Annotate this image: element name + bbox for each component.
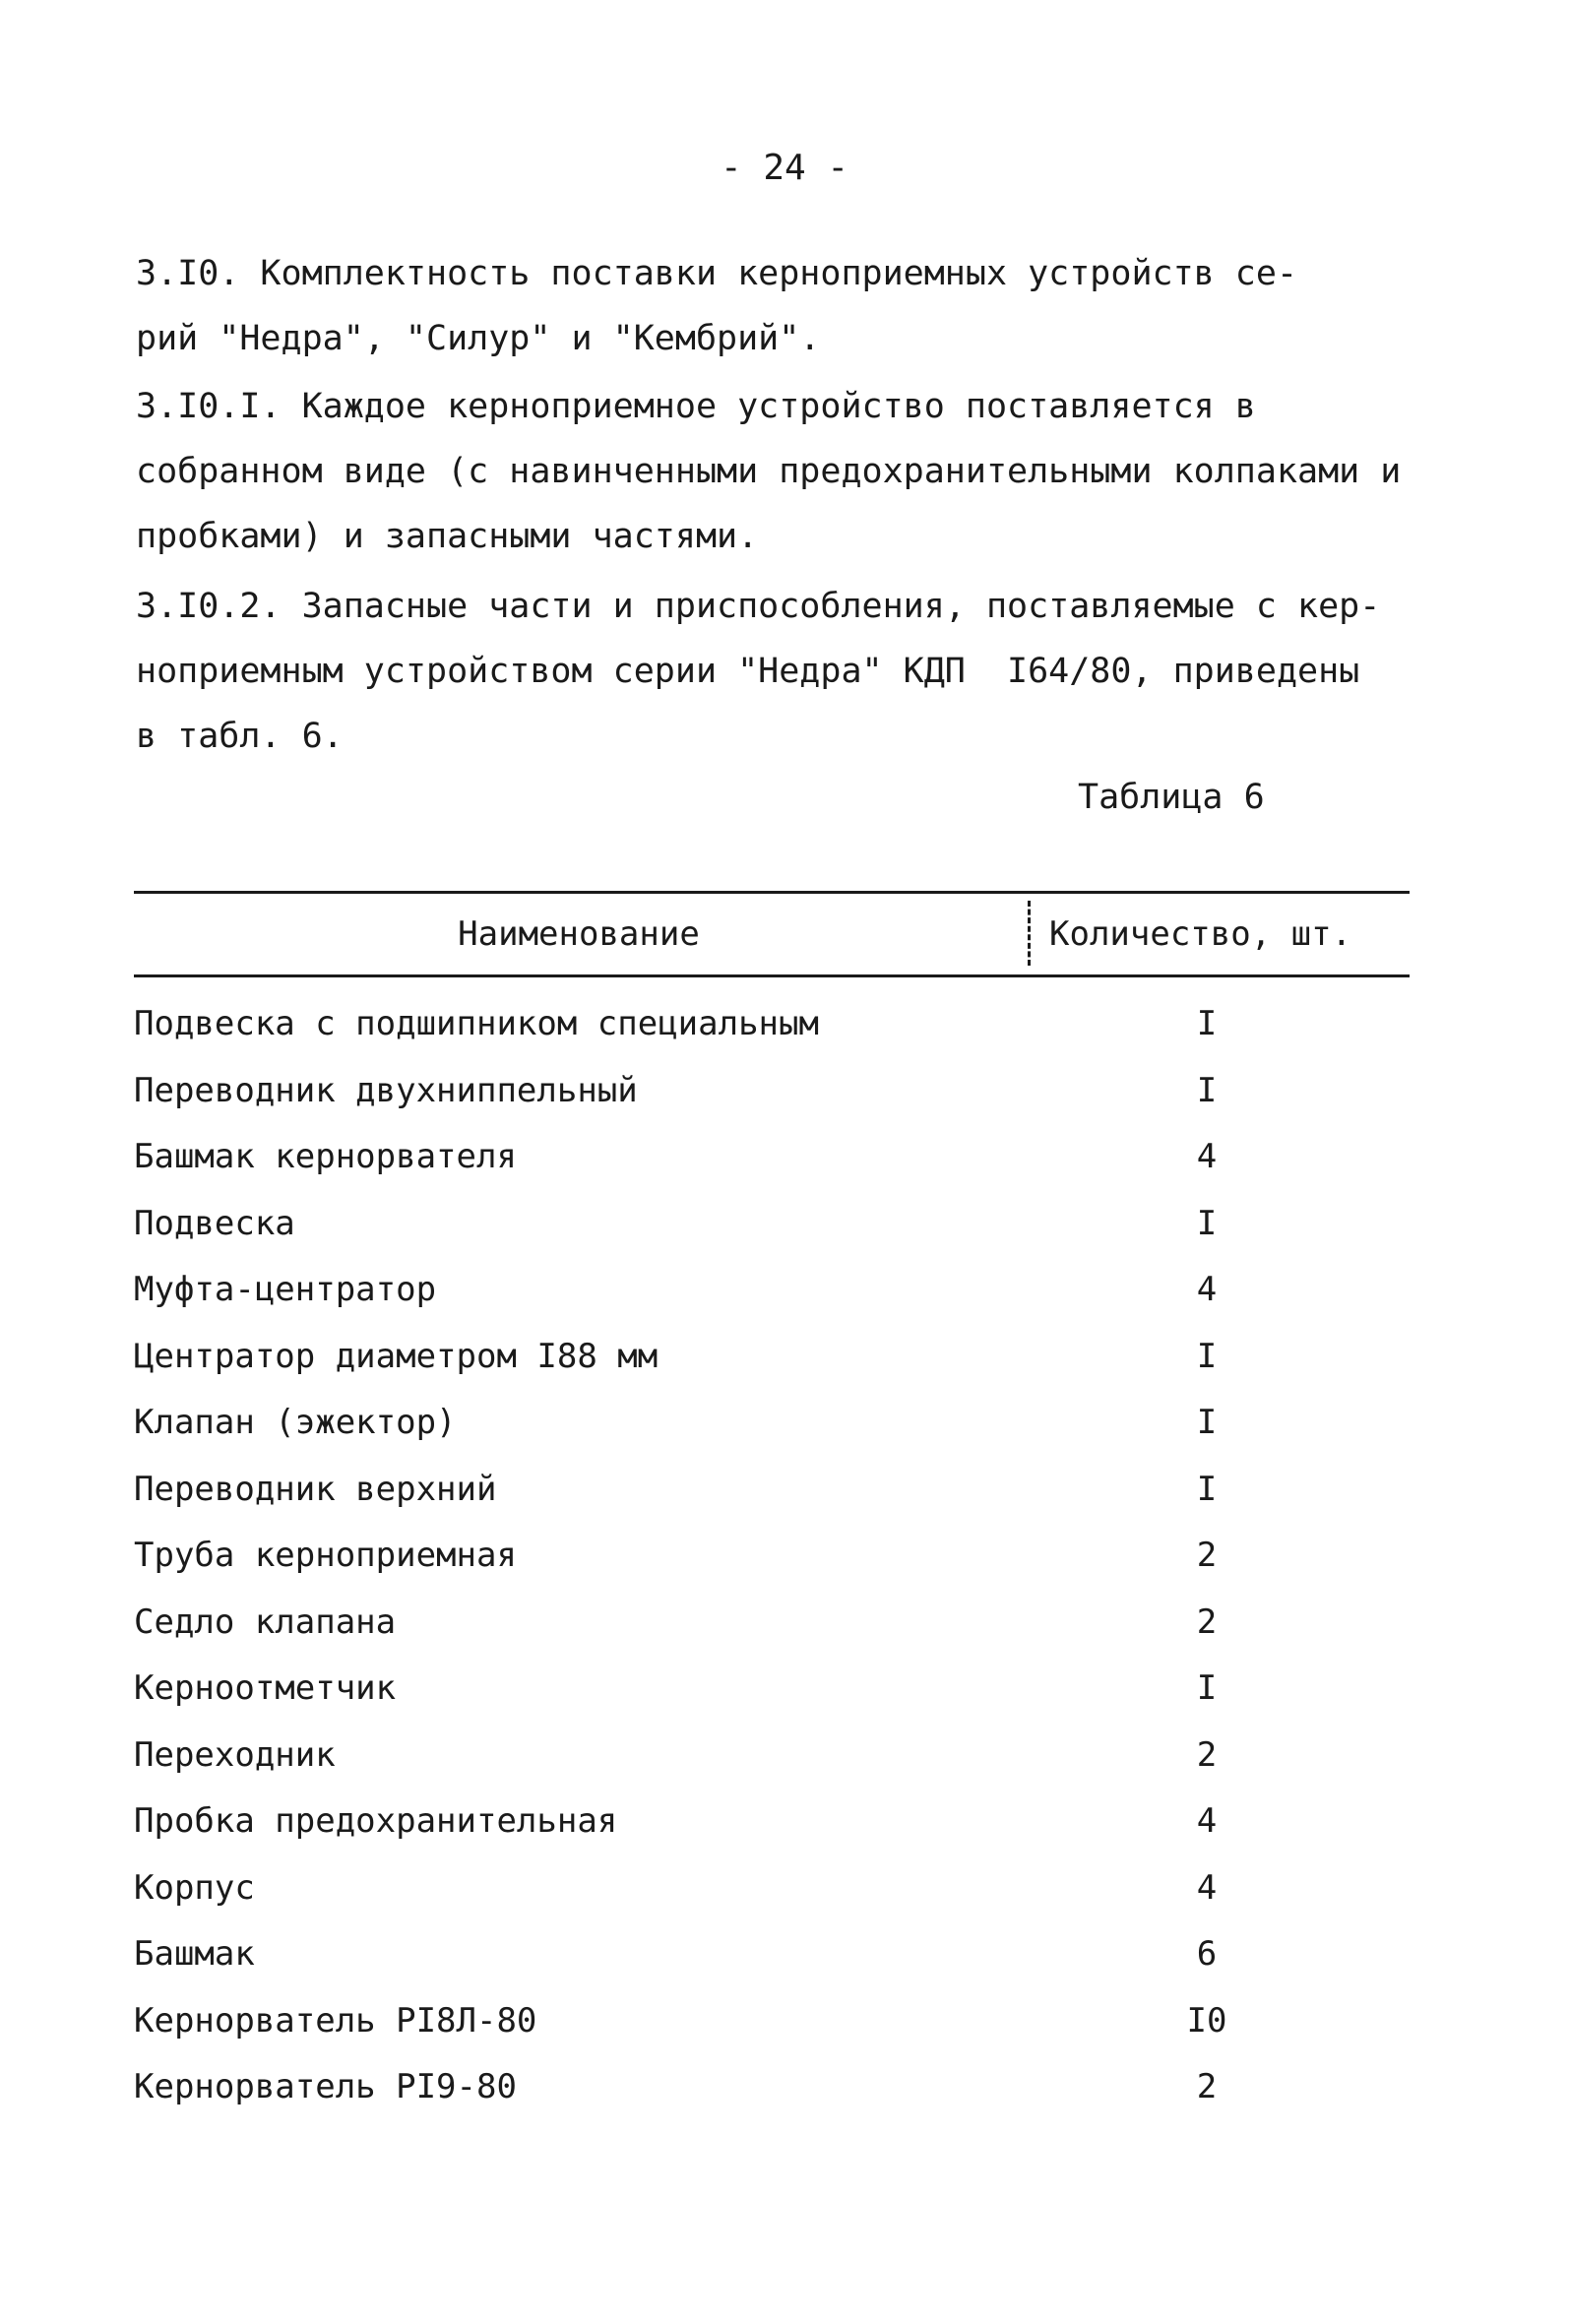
table-row (134, 991, 1410, 1058)
row-name: Подвеска с подшипником специальным (134, 1004, 819, 1043)
row-name: Кернорватель PI9-80 (134, 2067, 517, 2106)
row-name: Башмак (134, 1934, 255, 1974)
table-header-rule (134, 974, 1410, 977)
table-row (134, 2054, 1410, 2121)
row-name: Центратор диаметром I88 мм (134, 1336, 659, 1376)
table-body (134, 991, 1410, 2121)
paragraph-3-10-1: 3.I0.I. Каждое керноприемное устройство поставляется в собранном виде (с навинченными предохранительными колпаками и пробками) и запасными частями. (136, 387, 1402, 556)
row-quantity: 4 (1196, 1137, 1218, 1176)
row-quantity: I (1196, 1004, 1218, 1043)
row-quantity: I (1196, 1336, 1218, 1376)
table-row (134, 1988, 1410, 2055)
page-number: - 24 - (720, 148, 849, 188)
row-quantity: 4 (1196, 1801, 1218, 1841)
table-row (134, 1523, 1410, 1590)
table-row (134, 1656, 1410, 1723)
row-name: Пробка предохранительная (134, 1801, 618, 1841)
row-name: Переходник (134, 1734, 336, 1775)
row-quantity: 4 (1196, 1270, 1218, 1309)
table-row (134, 1191, 1410, 1258)
row-quantity: 2 (1196, 1734, 1218, 1775)
table-row (134, 1723, 1410, 1790)
row-name: Муфта-центратор (134, 1270, 437, 1309)
row-name: Подвеска (134, 1203, 295, 1243)
table-row (134, 1855, 1410, 1922)
row-quantity: I (1196, 1070, 1218, 1110)
row-quantity: 4 (1196, 1867, 1218, 1908)
row-quantity: I0 (1186, 2000, 1227, 2041)
row-quantity: 2 (1196, 1536, 1218, 1575)
table-row (134, 1257, 1410, 1324)
table-row (134, 1590, 1410, 1657)
row-name: Труба керноприемная (134, 1536, 517, 1575)
row-name: Керноотметчик (134, 1668, 397, 1708)
row-quantity: I (1196, 1203, 1218, 1243)
table-row (134, 1058, 1410, 1125)
row-name: Корпус (134, 1867, 255, 1908)
row-name: Кернорватель PI8Л-80 (134, 2000, 537, 2041)
table-row (134, 1324, 1410, 1391)
row-quantity: 2 (1196, 1602, 1218, 1642)
row-name: Башмак кернорвателя (134, 1137, 517, 1176)
row-name: Переводник верхний (134, 1469, 497, 1509)
header-quantity: Количество, шт. (1049, 914, 1352, 954)
header-name: Наименование (458, 914, 700, 954)
table-row (134, 1457, 1410, 1524)
row-quantity: 2 (1196, 2067, 1218, 2106)
table-row (134, 1921, 1410, 1988)
row-quantity: I (1196, 1469, 1218, 1509)
table-row (134, 1789, 1410, 1855)
table-row (134, 1390, 1410, 1457)
table-row (134, 1124, 1410, 1191)
paragraph-3-10: 3.I0. Комплектность поставки керноприемных устройств се- рий "Недра", "Силур" и "Кембрий". (136, 254, 1298, 358)
row-quantity: I (1196, 1668, 1218, 1708)
row-name: Клапан (эжектор) (134, 1403, 457, 1442)
paragraph-3-10-2: 3.I0.2. Запасные части и приспособления, поставляемые с кер- ноприемным устройством серии "Недра" КДП I64/80, приведены в табл. 6. (136, 587, 1381, 756)
table-caption: Таблица 6 (1078, 778, 1265, 817)
header-separator (1028, 901, 1031, 966)
row-name: Переводник двухниппельный (134, 1070, 638, 1110)
table-header (134, 891, 1410, 974)
row-quantity: I (1196, 1403, 1218, 1442)
row-quantity: 6 (1196, 1934, 1218, 1974)
row-name: Седло клапана (134, 1602, 397, 1642)
